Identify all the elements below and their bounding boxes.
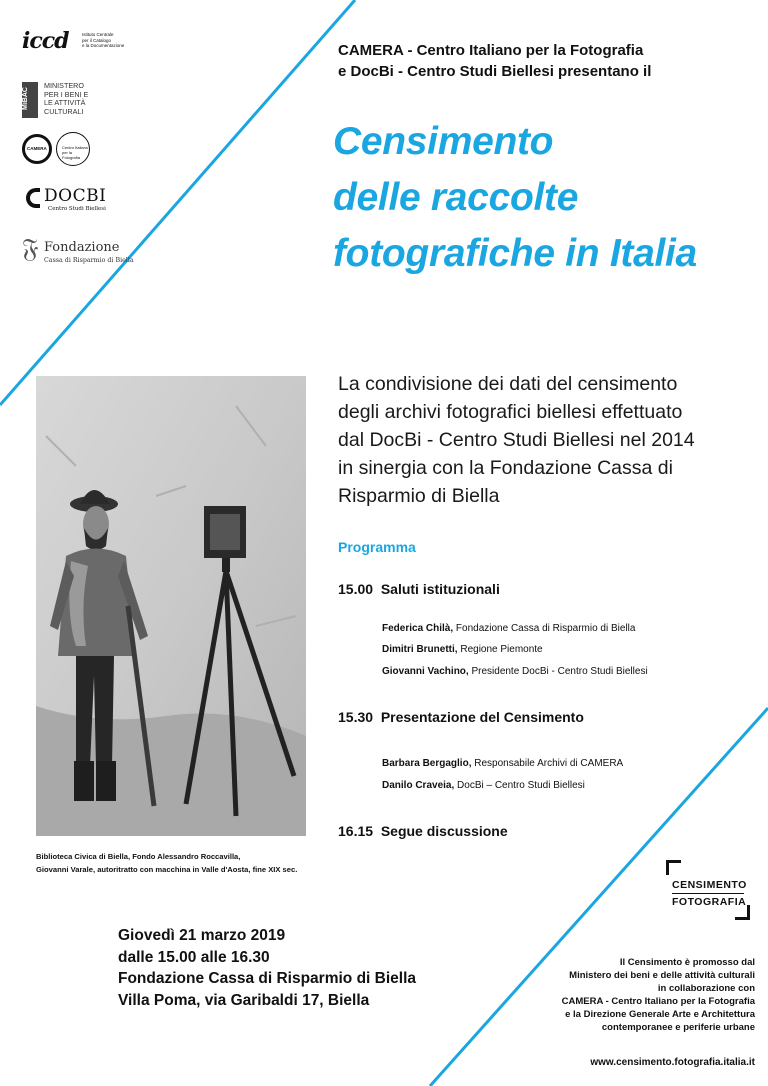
intro-line: dal DocBi - Centro Studi Biellesi nel 2014 <box>338 429 695 451</box>
fondazione-f-icon: 𝔉 <box>22 234 39 264</box>
session-2 <box>338 709 584 725</box>
mibac-text-1: MINISTERO <box>44 81 84 90</box>
docbi-mark: DOCBI <box>44 186 107 206</box>
credits-line: Il Censimento è promosso dal <box>619 957 755 968</box>
camera-logo <box>22 132 132 168</box>
speaker-row <box>382 758 623 769</box>
censimento-fotografia-logo <box>666 860 750 920</box>
presenter-text <box>338 40 738 82</box>
speaker-role: DocBi – Centro Studi Biellesi <box>457 780 585 791</box>
speaker-row <box>382 644 543 655</box>
intro-paragraph <box>338 370 748 510</box>
presenter-line-2: e DocBi - Centro Studi Biellesi presentano il <box>338 63 652 80</box>
speaker-name: Giovanni Vachino, <box>382 666 469 677</box>
mibac-logo <box>22 82 132 118</box>
event-date: Giovedì 21 marzo 2019 <box>118 927 286 944</box>
mibac-mark: MiBAC <box>22 87 29 110</box>
credits-block <box>520 956 755 1034</box>
event-details <box>118 925 438 1011</box>
speaker-role: Fondazione Cassa di Risparmio di Biella <box>455 623 636 634</box>
session-title: Saluti istituzionali <box>380 581 500 597</box>
title-line-1: Censimento <box>333 120 554 163</box>
website-link[interactable]: www.censimento.fotografia.italia.it <box>590 1057 755 1068</box>
iccd-logo <box>22 28 132 58</box>
credits-line: Ministero dei beni e delle attività culturali <box>569 970 755 981</box>
docbi-text: Centro Studi Biellesi <box>48 206 106 212</box>
session-title: Segue discussione <box>380 823 508 839</box>
session-time: 16.15 <box>338 823 374 839</box>
iccd-text-3: e la Documentazione <box>82 43 125 48</box>
intro-line: in sinergia con la Fondazione Cassa di <box>338 457 673 479</box>
camera-text-1: Centro Italiano <box>62 145 89 150</box>
intro-line: Risparmio di Biella <box>338 485 500 507</box>
speaker-name: Danilo Craveia, <box>382 780 455 791</box>
session-time: 15.00 <box>338 581 374 597</box>
programma-heading: Programma <box>338 539 416 555</box>
fondazione-logo <box>22 234 132 268</box>
credits-line: CAMERA - Centro Italiano per la Fotografia <box>561 996 755 1007</box>
speaker-name: Barbara Bergaglio, <box>382 758 472 769</box>
session-time: 15.30 <box>338 709 374 725</box>
mibac-text-4: CULTURALI <box>44 106 84 116</box>
intro-line: La condivisione dei dati del censimento <box>338 373 678 395</box>
photo-caption <box>36 850 336 876</box>
logo-line-2: FOTOGRAFIA <box>672 896 747 908</box>
speaker-name: Dimitri Brunetti, <box>382 644 458 655</box>
speaker-row <box>382 780 585 791</box>
mibac-text-2: PER I BENI E <box>44 89 89 99</box>
speaker-role: Regione Piemonte <box>460 644 543 655</box>
iccd-text-1: Istituto Centrale <box>82 32 114 37</box>
session-title: Presentazione del Censimento <box>380 709 584 725</box>
title-line-2: delle raccolte <box>333 176 579 219</box>
presenter-line-1: CAMERA - Centro Italiano per la Fotografia <box>338 42 644 59</box>
intro-line: degli archivi fotografici biellesi effettuato <box>338 401 683 423</box>
page-title <box>333 114 753 282</box>
event-address: Villa Poma, via Garibaldi 17, Biella <box>118 991 370 1009</box>
mibac-text-3: LE ATTIVITÀ <box>44 98 86 108</box>
logo-line-1: CENSIMENTO <box>672 879 747 891</box>
iccd-text-2: per il Catalogo <box>82 37 112 43</box>
historical-photograph <box>36 376 306 836</box>
title-line-3: fotografiche in Italia <box>333 232 697 275</box>
event-time: dalle 15.00 alle 16.30 <box>118 948 270 966</box>
fondazione-mark: Fondazione <box>44 240 120 255</box>
credits-line: contemporanee e periferie urbane <box>601 1022 755 1033</box>
session-1 <box>338 581 500 597</box>
speaker-name: Federica Chilà, <box>382 623 454 634</box>
speaker-row <box>382 623 635 634</box>
camera-text-2: per la Fotografia <box>62 150 81 160</box>
camera-mark: CAMERA <box>27 146 47 151</box>
speaker-row <box>382 666 648 677</box>
fondazione-text: Cassa di Risparmio di Biella <box>44 257 134 264</box>
speaker-role: Responsabile Archivi di CAMERA <box>474 758 624 769</box>
caption-line-1: Biblioteca Civica di Biella, Fondo Alessandro Roccavilla, <box>36 852 241 861</box>
credits-line: in collaborazione con <box>657 983 755 994</box>
credits-line: e la Direzione Generale Arte e Architettura <box>565 1009 755 1020</box>
event-venue: Fondazione Cassa di Risparmio di Biella <box>118 970 417 987</box>
caption-line-2: Giovanni Varale, autoritratto con macchina in Valle d'Aosta, fine XIX sec. <box>36 865 298 874</box>
docbi-logo <box>22 184 132 216</box>
session-3 <box>338 823 508 839</box>
iccd-mark: iccd <box>22 28 69 54</box>
speaker-role: Presidente DocBi - Centro Studi Biellesi <box>471 666 648 677</box>
